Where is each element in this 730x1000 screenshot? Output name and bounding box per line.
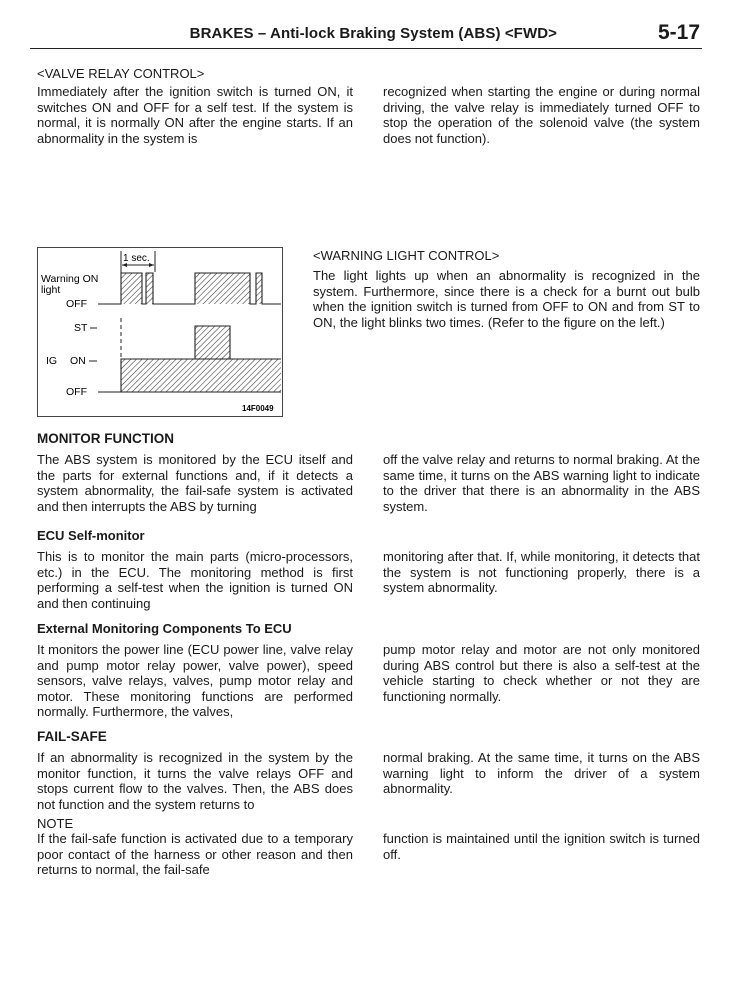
valve-relay-col2: recognized when starting the engine or during normal driving, the valve relay is immediately turned OFF to stop the operation of the solenoid valve (the system does not function). — [383, 84, 700, 146]
ig-label: IG — [46, 355, 58, 367]
monitor-function-col2: off the valve relay and returns to normal braking. At the same time, it turns on the ABS warning light to indicate to the driver that there is an abnormality in the ABS system. — [383, 452, 700, 514]
external-monitoring-col1: It monitors the power line (ECU power line, valve relay and pump motor relay power, valve power), speed sensors, valve relays, valves, pump motor relay and motor. These monitoring functions are performed normally. Furthermore, the valves, — [37, 642, 353, 719]
external-monitoring-col2: pump motor relay and motor are not only monitored during ABS control but there is also a self-test at the vehicle starting to check whether or not they are functioning normally. — [383, 642, 700, 704]
warning-label-line1: Warning ON — [41, 273, 99, 285]
warning-off-label: OFF — [66, 298, 87, 310]
header-title: BRAKES – Anti-lock Braking System (ABS) <FWD> — [189, 25, 557, 42]
note-col2: function is maintained until the ignition switch is turned off. — [383, 831, 700, 862]
ecu-self-monitor-heading: ECU Self-monitor — [37, 528, 145, 543]
page-header — [30, 22, 702, 49]
ecu-self-monitor-col2: monitoring after that. If, while monitoring, it detects that the system is not functioning properly, there is a system abnormality. — [383, 549, 700, 595]
st-label: ST — [74, 322, 88, 334]
warning-light-timing-figure — [37, 247, 283, 417]
valve-relay-col1: Immediately after the ignition switch is turned ON, it switches ON and OFF for a self test. If the system is normal, it is normally ON after the engine starts. If an abnormality in the system is — [37, 84, 353, 146]
monitor-function-heading: MONITOR FUNCTION — [37, 431, 174, 446]
warning-light-heading: <WARNING LIGHT CONTROL> — [313, 248, 500, 263]
external-monitoring-heading: External Monitoring Components To ECU — [37, 621, 292, 636]
figure-code: 14F0049 — [242, 404, 274, 413]
ig-on-region — [121, 359, 281, 392]
valve-relay-heading: <VALVE RELAY CONTROL> — [37, 66, 205, 81]
ig-off-label: OFF — [66, 386, 87, 398]
warning-pulse-2 — [146, 273, 153, 304]
fail-safe-col2: normal braking. At the same time, it turns on the ABS warning light to inform the driver of a system abnormality. — [383, 750, 700, 796]
monitor-function-col1: The ABS system is monitored by the ECU itself and the parts for external functions and, if it detects a system abnormality, the fail-safe system is activated and then interrupts the ABS by turning — [37, 452, 353, 514]
fail-safe-col1: If an abnormality is recognized in the system by the monitor function, it turns the valve relays OFF and stops current flow to the valves. Then, the ABS does not function and the system returns to — [37, 750, 353, 812]
ig-on-label: ON — [70, 355, 86, 367]
fail-safe-heading: FAIL-SAFE — [37, 729, 107, 744]
timing-diagram — [38, 248, 284, 418]
page-number: 5-17 — [657, 21, 700, 44]
note-col1: If the fail-safe function is activated due to a temporary poor contact of the harness or other reason and then returns to normal, the fail-safe — [37, 831, 353, 877]
warning-pulse-4 — [256, 273, 262, 304]
warning-pulse-1 — [121, 273, 142, 304]
warning-pulse-3 — [195, 273, 250, 304]
st-pulse — [195, 326, 230, 359]
note-heading: NOTE — [37, 816, 74, 831]
time-label: 1 sec. — [123, 253, 150, 264]
warning-label-line2: light — [41, 284, 61, 296]
warning-light-body: The light lights up when an abnormality is recognized in the system. Furthermore, since there is a check for a burnt out bulb when the ignition switch is turned from OFF to ON and from ST to ON, the light blinks two times. (Refer to the figure on the left.) — [313, 268, 700, 330]
ecu-self-monitor-col1: This is to monitor the main parts (micro-processors, etc.) in the ECU. The monitoring method is first performing a self-test when the ignition is turned ON and then continuing — [37, 549, 353, 611]
